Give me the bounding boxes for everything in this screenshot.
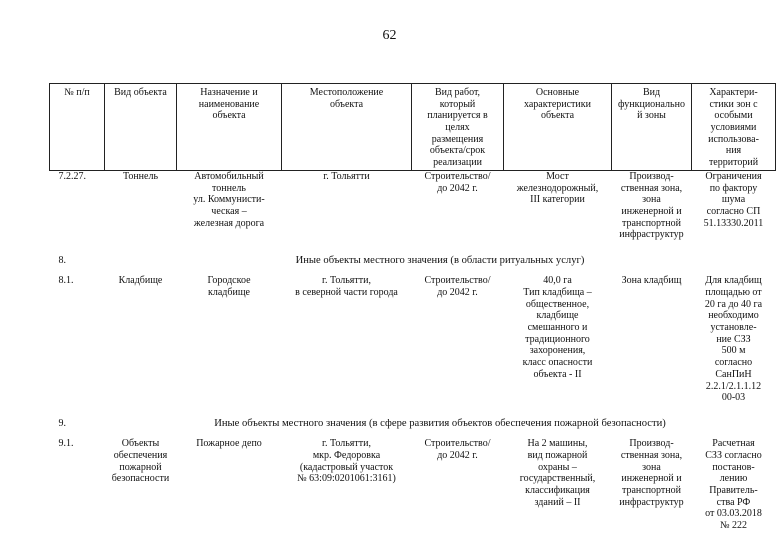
cell-line: постанов- (712, 461, 755, 473)
table-row (50, 170, 776, 249)
cell-line: кладбище (536, 310, 579, 322)
table-cell (105, 438, 177, 540)
cell-line: который (439, 98, 476, 110)
cell-line: Строительство/ (424, 275, 491, 287)
section-row (50, 249, 776, 275)
cell-line: Для кладбищ (705, 275, 762, 287)
objects-table (49, 83, 776, 540)
cell-line: по фактору (709, 182, 758, 194)
table-cell (412, 170, 504, 249)
cell-line: Местоположение (309, 87, 384, 98)
cell-line: охраны – (538, 461, 577, 473)
cell-line: пожарной (119, 461, 162, 473)
table-cell (105, 170, 177, 249)
cell-line: железная дорога (193, 217, 265, 229)
cell-line: использова- (708, 133, 759, 145)
table-cell (612, 170, 692, 249)
cell-line: смешанного и (527, 322, 588, 334)
cell-line: установле- (710, 322, 757, 334)
section-number: 9. (58, 417, 66, 429)
cell-line: ул. Коммунисти- (193, 194, 265, 206)
cell-line: характеристики (523, 98, 591, 110)
cell-line: 2.2.1/2.1.1.12 (705, 380, 762, 392)
cell-line: классификация (525, 485, 590, 497)
cell-line: Назначение и (200, 87, 258, 98)
cell-line: ственная зона, (620, 182, 683, 194)
cell-line: условиями (710, 122, 757, 134)
cell-line: Объекты (121, 438, 160, 450)
cell-line: инфраструктур (619, 229, 684, 241)
cell-line: 8.1. (58, 275, 74, 287)
table-cell (282, 438, 412, 540)
section-number: 8. (58, 254, 66, 266)
table-row (50, 438, 776, 540)
cell-line: СЗЗ согласно (705, 449, 762, 461)
column-header (504, 84, 612, 171)
cell-line: ственная зона, (620, 449, 683, 461)
cell-line: безопасности (111, 473, 170, 485)
cell-line: государственный, (519, 473, 596, 485)
cell-line: Расчетная (712, 438, 755, 450)
cell-line: (кадастровый участок (299, 461, 394, 473)
cell-line: ние СЗЗ (716, 333, 751, 345)
cell-line: Мост (546, 170, 569, 182)
cell-line: На 2 машины, (527, 438, 588, 450)
table-cell (105, 275, 177, 412)
cell-line: Ограничения (705, 170, 762, 182)
table-cell (412, 275, 504, 412)
table-cell (692, 438, 776, 540)
cell-line: традиционного (525, 333, 590, 345)
cell-line: целях (445, 122, 470, 134)
cell-line: стики зон с (709, 98, 758, 110)
cell-line: Характери- (709, 87, 758, 98)
cell-line: Основные (535, 87, 580, 98)
table-cell (692, 170, 776, 249)
cell-line: 00-03 (721, 392, 746, 404)
cell-line: наименование (198, 98, 260, 110)
cell-line: 9.1. (58, 438, 74, 450)
table-cell (504, 438, 612, 540)
cell-line: класс опасности (522, 357, 593, 369)
cell-line: № п/п (64, 87, 90, 98)
cell-line: й зоны (637, 110, 666, 122)
cell-line: согласно СП (706, 205, 761, 217)
cell-line: захоронения, (529, 345, 586, 357)
cell-line: инфраструктур (619, 496, 684, 508)
table-cell (282, 275, 412, 412)
section-title: Иные объекты местного значения (в области ритуальных услуг) (295, 254, 585, 266)
cell-line: г. Тольятти, (322, 275, 371, 287)
cell-line: необходимо (708, 310, 759, 322)
table-cell (612, 275, 692, 412)
table-cell (504, 170, 612, 249)
cell-line: 500 м (721, 345, 746, 357)
cell-line: особыми (714, 110, 753, 122)
cell-line: функционально (618, 98, 685, 110)
table-header-row (50, 84, 776, 171)
cell-line: Тип кладбища – (523, 287, 592, 299)
cell-line: кладбище (208, 287, 250, 299)
cell-line: реализации (433, 157, 482, 169)
cell-line: зона (642, 194, 661, 206)
cell-line: инженерной и (621, 205, 682, 217)
column-header (412, 84, 504, 171)
cell-line: в северной части города (295, 287, 398, 299)
cell-line: г. Тольятти, (322, 438, 371, 450)
cell-line: Тоннель (122, 170, 159, 182)
table-cell (177, 438, 282, 540)
cell-line: Вид работ, (434, 87, 481, 98)
cell-line: ния (725, 145, 742, 157)
table-cell (177, 275, 282, 412)
cell-line: Производ- (629, 170, 674, 182)
column-header (282, 84, 412, 171)
cell-line: транспортной (621, 485, 681, 497)
cell-line: 20 га до 40 га (704, 298, 763, 310)
cell-line: планируется в (427, 110, 488, 122)
cell-line: общественное, (525, 298, 590, 310)
cell-line: до 2042 г. (437, 182, 478, 194)
cell-line: мкр. Федоровка (312, 449, 381, 461)
cell-line: зона (642, 461, 661, 473)
cell-line: Городское (207, 275, 251, 287)
cell-line: Строительство/ (424, 170, 491, 182)
cell-line: 51.13330.2011 (703, 217, 764, 229)
cell-line: Производ- (629, 438, 674, 450)
page-number: 62 (382, 28, 397, 43)
section-row (50, 412, 776, 438)
column-header (612, 84, 692, 171)
cell-line: Строительство/ (424, 438, 491, 450)
cell-line: 7.2.27. (58, 170, 86, 182)
cell-line: Правитель- (709, 485, 758, 497)
section-title: Иные объекты местного значения (в сфере развития объектов обеспечения пожарной безопасности) (214, 417, 666, 429)
table-cell (282, 170, 412, 249)
cell-line: ческая – (211, 205, 247, 217)
cell-line: до 2042 г. (437, 287, 478, 299)
column-header (105, 84, 177, 171)
cell-line: № 63:09:0201061:3161) (297, 473, 396, 485)
table-body (50, 170, 776, 539)
cell-line: вид пожарной (527, 449, 588, 461)
cell-line: г. Тольятти (323, 170, 370, 182)
table-cell (504, 275, 612, 412)
cell-line: лению (719, 473, 748, 485)
cell-line: от 03.03.2018 (705, 508, 762, 520)
table-cell (177, 170, 282, 249)
cell-line: Зона кладбищ (621, 275, 682, 287)
cell-line: ства РФ (716, 496, 751, 508)
table-cell (412, 438, 504, 540)
table-cell (50, 170, 105, 249)
cell-line: Автомобильный (194, 170, 264, 182)
table-row (50, 275, 776, 412)
cell-line: транспортной (621, 217, 681, 229)
table-cell (692, 275, 776, 412)
cell-line: Пожарное депо (196, 438, 262, 450)
column-header (692, 84, 776, 171)
cell-line: инженерной и (621, 473, 682, 485)
cell-line: размещения (431, 133, 484, 145)
cell-line: СанПиН (715, 368, 752, 380)
table-cell (612, 438, 692, 540)
cell-line: 40,0 га (543, 275, 572, 287)
cell-line: № 222 (719, 520, 748, 532)
cell-line: объекта - II (533, 368, 582, 380)
cell-line: площадью от (705, 287, 762, 299)
cell-line: Вид (642, 87, 661, 98)
cell-line: Кладбище (118, 275, 163, 287)
cell-line: территорий (708, 157, 759, 169)
table-cell (50, 275, 105, 412)
cell-line: объекта/срок (429, 145, 486, 157)
cell-line: III категории (530, 194, 585, 206)
cell-line: объекта (212, 110, 246, 122)
cell-line: обеспечения (113, 449, 168, 461)
cell-line: железнодорожный, (516, 182, 599, 194)
cell-line: до 2042 г. (437, 449, 478, 461)
cell-line: Вид объекта (114, 87, 167, 98)
column-header (177, 84, 282, 171)
cell-line: зданий – II (534, 496, 581, 508)
cell-line: объекта (329, 98, 364, 110)
cell-line: согласно (714, 357, 753, 369)
cell-line: объекта (540, 110, 575, 122)
column-header (50, 84, 105, 171)
cell-line: тоннель (212, 182, 246, 194)
cell-line: шума (721, 194, 746, 206)
table-cell (50, 438, 105, 540)
